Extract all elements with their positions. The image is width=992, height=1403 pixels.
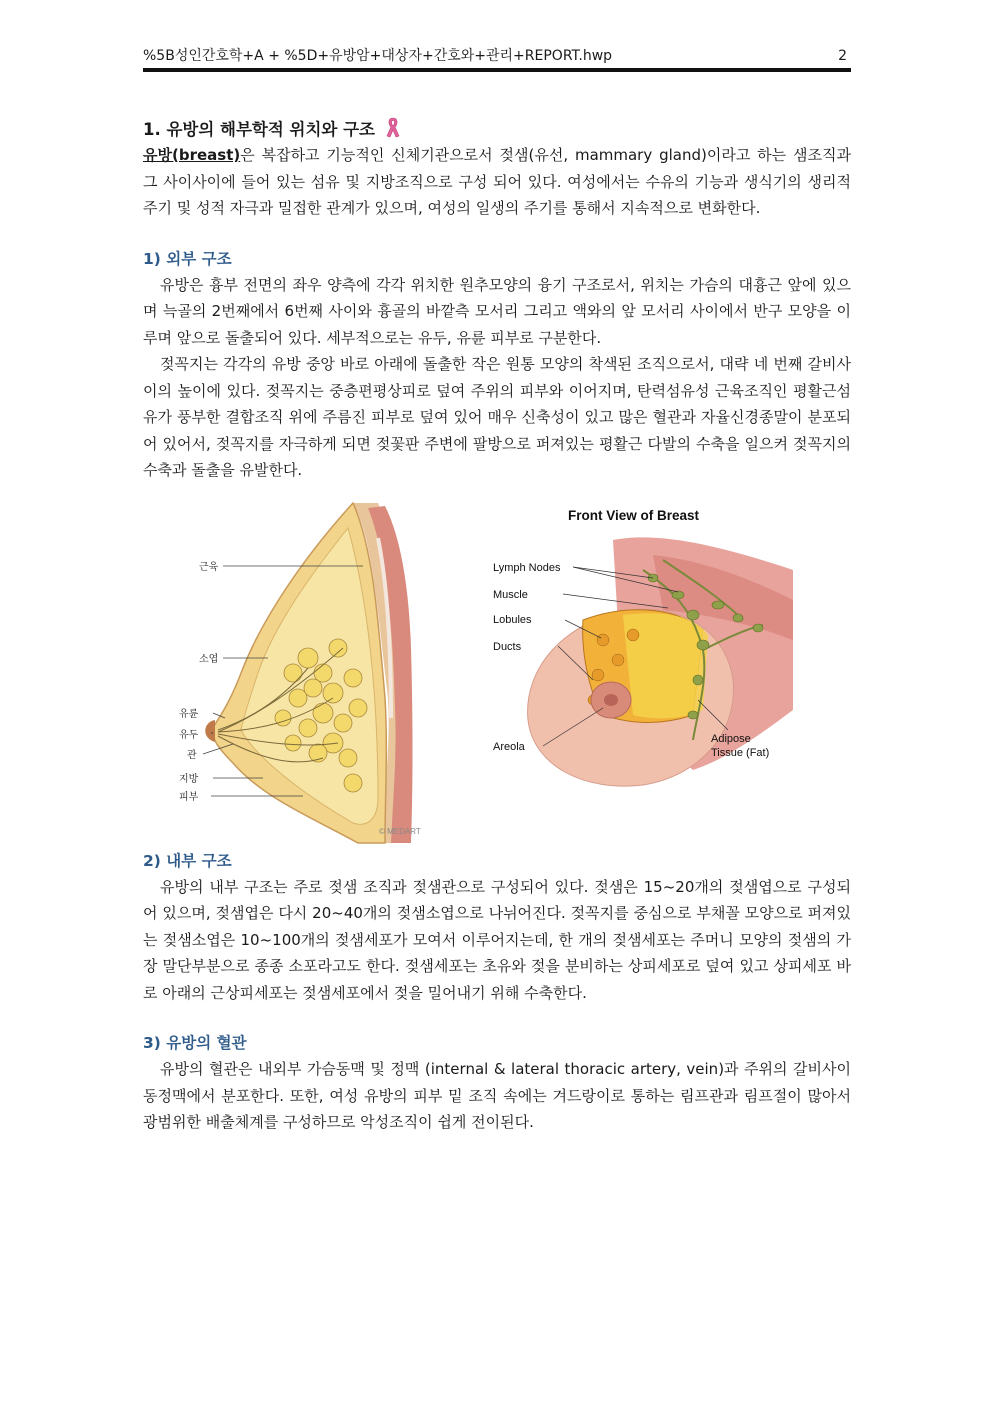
pink-ribbon-icon [385,116,401,145]
internal-paragraph: 유방의 내부 구조는 주로 젖샘 조직과 젖샘관으로 구성되어 있다. 젖샘은 15~20개의 젖샘엽으로 구성되어 있으며, 젖샘엽은 다시 20~40개의 젖샘소엽으로 나뉘어진다. 젖꼭지를 중심으로 부채꼴 모양으로 퍼져있는 젖샘소엽은 10~100개의 젖샘세포가 모여서 이루어지는데, 한 개의 젖샘세포는 주머니 모양의 젖샘의 가장 말단부분으로 종종 소포라고도 한다. 젖샘세포는 초유와 젖을 분비하는 상피세포로 덮여 있고 상피세포 바로 아래의 근상피세포는 젖샘세포에서 젖을 밀어내기 위해 수축한다. [143,877,851,1002]
label-fat-kr: 지방 [179,773,199,785]
breast-term: 유방(breast) [143,146,241,164]
external-structure-heading: 1) 외부 구조 [143,249,232,268]
label-skin-kr: 피부 [179,791,199,803]
section-title-text: 1. 유방의 해부학적 위치와 구조 [143,120,375,139]
anatomy-figure [143,498,851,848]
label-areola: Areola [493,740,525,753]
external-paragraph-2: 젖꼭지는 각각의 유방 중앙 바로 아래에 돌출한 작은 원통 모양의 착색된 조직으로서, 대략 네 번째 갈비사이의 높이에 있다. 젖꼭지는 중층편평상피로 덮여 주위의 피부와 이어지며, 탄력섬유성 근육조직인 평활근섬유가 풍부한 결합조직 위에 주름진 피부로 덮여 있어 매우 신축성이 있고 많은 혈관과 자율신경종말이 분포되어 있어서, 젖꼭지를 자극하게 되면 젖꽃판 주변에 팔방으로 퍼져있는 평활근 다발의 수축을 일으켜 젖꼭지의 수축과 돌출을 유발한다. [143,355,851,479]
document-filename: %5B성인간호학+A + %5D+유방암+대상자+간호와+관리+REPORT.hwp [143,48,613,64]
label-adipose-1: Adipose [711,732,751,745]
label-areola-kr: 유륜 [179,708,199,720]
label-muscle-kr: 근육 [199,561,219,573]
section-title [143,116,851,142]
intro-text: 은 복잡하고 기능적인 신체기관으로서 젖샘(유선, mammary gland)이라고 하는 샘조직과 그 사이사이에 들어 있는 섬유 및 지방조직으로 구성 되어 있다. 여성에서는 수유의 기능과 생식기의 생리적 주기 및 성적 자극과 밀접한 관계가 있으며, 여성의 일생의 주기를 통해서 지속적으로 변화한다. [143,146,851,217]
figure-credit: © MEDART [379,826,421,836]
label-lobules: Lobules [493,613,532,626]
external-paragraph-1: 유방은 흉부 전면의 좌우 양측에 각각 위치한 원추모양의 융기 구조로서, 위치는 가슴의 대흉근 앞에 있으며 늑골의 2번째에서 6번째 사이와 흉골의 바깥측 모서리 그리고 액와의 앞 모서리 사이에서 반구 모양을 이루며 앞으로 돌출되어 있다. 세부적으로는 유두, 유륜 피부로 구분한다. [143,275,851,347]
breast-cross-section-illustration [173,498,438,848]
label-muscle: Muscle [493,588,528,601]
page-number: 2 [838,48,847,64]
label-lymph-nodes: Lymph Nodes [493,561,561,574]
label-lobule-kr: 소엽 [199,653,219,665]
label-adipose-2: Tissue (Fat) [711,746,770,759]
document-body [143,116,851,1136]
breast-front-view-illustration [493,510,793,800]
page-header [143,44,851,72]
internal-structure-heading: 2) 내부 구조 [143,851,232,870]
intro-paragraph [143,142,851,222]
blood-vessels-paragraph: 유방의 혈관은 내외부 가슴동맥 및 정맥 (internal & lateral thoracic artery, vein)과 주위의 갈비사이 동정맥에서 분포한다. 또한, 여성 유방의 피부 밑 조직 속에는 겨드랑이로 통하는 림프관과 림프절이 많아서 광범위한 배출체계를 구성하므로 악성조직이 쉽게 전이된다. [143,1060,851,1131]
label-ducts: Ducts [493,640,522,653]
front-view-title: Front View of Breast [568,509,700,523]
label-nipple-kr: 유두 [179,729,199,741]
blood-vessels-heading: 3) 유방의 혈관 [143,1034,247,1052]
label-duct-kr: 관 [187,749,197,761]
